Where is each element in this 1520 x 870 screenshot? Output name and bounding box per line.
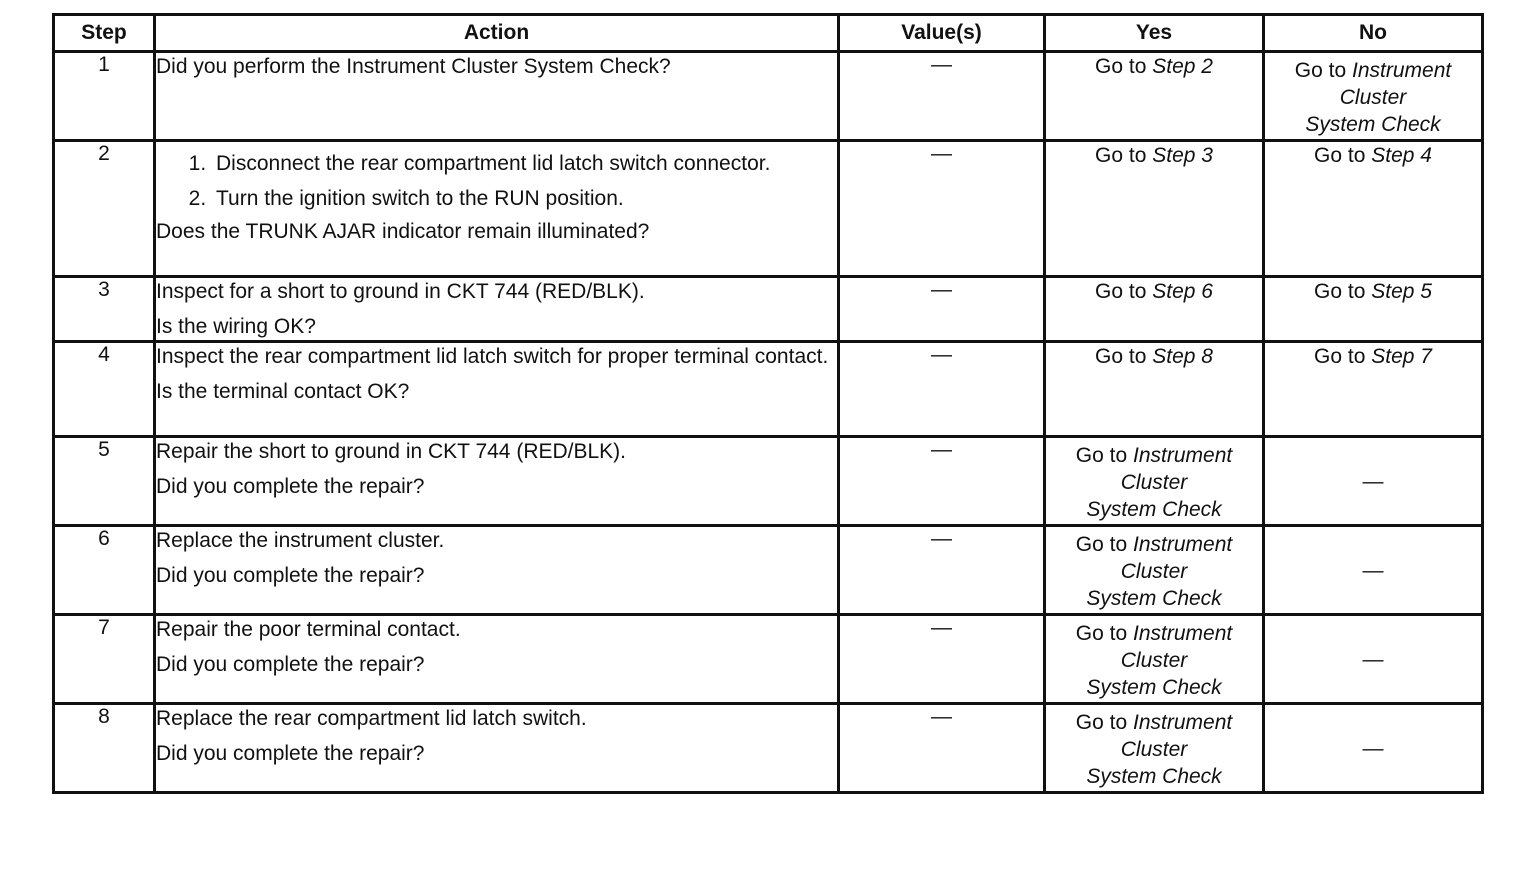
question-text: Did you complete the repair? [156,564,425,587]
goto-target: Step 3 [1152,144,1213,167]
instruction-text: Inspect the rear compartment lid latch switch for proper terminal contact. [156,345,829,368]
instruction-text: Inspect for a short to ground in CKT 744 (RED/BLK). [156,280,645,303]
goto-target: Cluster [1120,560,1188,583]
action-cell [155,52,839,141]
value-cell: — [839,437,1045,526]
action-cell [155,437,839,526]
step-number: 4 [54,342,155,437]
goto-prefix: Go to [1075,622,1128,645]
goto-target: Cluster [1120,649,1188,672]
header-no: No [1264,15,1483,52]
step-number: 3 [54,277,155,342]
yes-cell [1045,437,1264,526]
question-text: Is the terminal contact OK? [156,380,410,403]
table-row [54,52,1483,141]
goto-target: Instrument [1133,533,1233,556]
value-cell: — [839,141,1045,277]
no-cell: — [1264,615,1483,704]
instruction-text: Repair the short to ground in CKT 744 (RED/BLK). [156,440,627,463]
question-text: Did you complete the repair? [156,475,425,498]
instruction-text: Repair the poor terminal contact. [156,618,461,641]
value-cell: — [839,52,1045,141]
action-cell [155,141,839,277]
goto-target: Step 4 [1371,144,1432,167]
question-text: Does the TRUNK AJAR indicator remain illuminated? [156,220,650,243]
goto-target: Cluster [1120,738,1188,761]
table-row [54,615,1483,704]
goto-prefix: Go to [1314,144,1366,167]
step-number: 6 [54,526,155,615]
question-text: Is the wiring OK? [156,315,316,338]
substep-item: 1. Disconnect the rear compartment lid latch switch connector. [212,150,837,177]
goto-target: System Check [1086,498,1222,521]
goto-target: Step 2 [1152,55,1213,78]
step-number: 8 [54,704,155,793]
header-step: Step [54,15,155,52]
header-action: Action [155,15,839,52]
no-cell [1264,141,1483,277]
question-text: Did you complete the repair? [156,742,425,765]
goto-prefix: Go to [1075,444,1128,467]
substep-item: 2. Turn the ignition switch to the RUN position. [212,185,837,212]
table-row [54,342,1483,437]
value-cell: — [839,526,1045,615]
goto-prefix: Go to [1314,280,1366,303]
goto-target: Instrument [1133,622,1233,645]
goto-target: Step 7 [1371,345,1432,368]
no-cell: — [1264,526,1483,615]
goto-target: Instrument [1133,711,1233,734]
value-cell: — [839,277,1045,342]
yes-cell [1045,342,1264,437]
goto-target: Instrument [1133,444,1233,467]
step-number: 7 [54,615,155,704]
goto-prefix: Go to [1075,711,1128,734]
no-cell [1264,342,1483,437]
table-row [54,141,1483,277]
goto-prefix: Go to [1075,533,1128,556]
substep-list [156,150,837,212]
table-row [54,704,1483,793]
table-row [54,277,1483,342]
value-cell: — [839,704,1045,793]
goto-prefix: Go to [1095,144,1147,167]
no-cell [1264,52,1483,141]
step-number: 1 [54,52,155,141]
instruction-text: Replace the rear compartment lid latch switch. [156,707,587,730]
header-values: Value(s) [839,15,1045,52]
yes-cell [1045,277,1264,342]
goto-prefix: Go to [1095,345,1147,368]
goto-prefix: Go to [1294,59,1347,82]
step-number: 2 [54,141,155,277]
instruction-text: Replace the instrument cluster. [156,529,445,552]
goto-target: System Check [1086,765,1222,788]
table-row [54,526,1483,615]
yes-cell [1045,52,1264,141]
value-cell: — [839,615,1045,704]
yes-cell [1045,615,1264,704]
header-yes: Yes [1045,15,1264,52]
yes-cell [1045,704,1264,793]
goto-target: Step 5 [1371,280,1432,303]
goto-target: Step 6 [1152,280,1213,303]
action-cell [155,342,839,437]
goto-prefix: Go to [1314,345,1366,368]
table-row [54,437,1483,526]
action-cell [155,277,839,342]
value-cell: — [839,342,1045,437]
goto-target: System Check [1305,113,1441,136]
question-text: Did you perform the Instrument Cluster System Check? [156,55,671,78]
no-cell: — [1264,704,1483,793]
action-cell [155,526,839,615]
goto-prefix: Go to [1095,280,1147,303]
goto-target: Step 8 [1152,345,1213,368]
goto-target: System Check [1086,587,1222,610]
yes-cell [1045,141,1264,277]
no-cell [1264,277,1483,342]
goto-target: Cluster [1339,86,1407,109]
goto-target: Instrument [1352,59,1452,82]
goto-prefix: Go to [1095,55,1147,78]
header-row [54,15,1483,52]
yes-cell [1045,526,1264,615]
no-cell: — [1264,437,1483,526]
action-cell [155,615,839,704]
goto-target: System Check [1086,676,1222,699]
action-cell [155,704,839,793]
goto-target: Cluster [1120,471,1188,494]
diagnostic-table [52,13,1484,794]
question-text: Did you complete the repair? [156,653,425,676]
step-number: 5 [54,437,155,526]
